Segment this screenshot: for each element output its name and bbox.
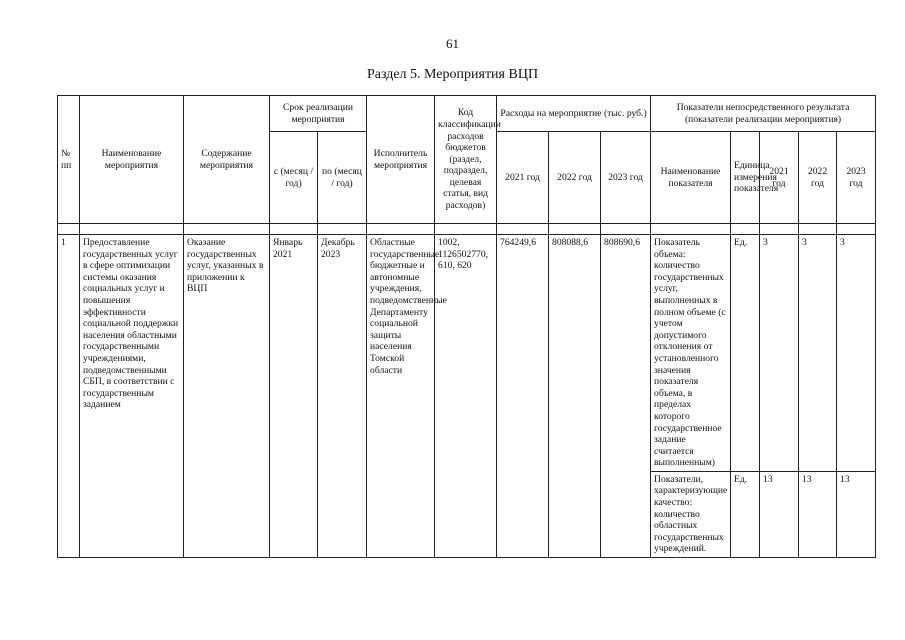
cell-ind-2022: 13 <box>799 471 837 557</box>
table-row <box>58 235 876 472</box>
cell-ind-2023: 13 <box>837 471 876 557</box>
header-exp-2022: 2022 год <box>549 132 601 224</box>
cell-period-from: Январь 2021 <box>270 235 318 558</box>
cell-ind-2021: 13 <box>760 471 799 557</box>
header-ind-2023: 2023 год <box>837 132 876 224</box>
cell-indicator-name: Показатель объема: количество государственных услуг, выполненных в полном объеме (с учетом допустимого отклонения от установленного значения показателя объема, в пределах которого государственное задание считается выполненным) <box>651 235 731 472</box>
header-num: № пп <box>58 96 80 224</box>
cell-period-to: Декабрь 2023 <box>318 235 367 558</box>
header-expenses-group: Расходы на мероприятие (тыс. руб.) <box>497 96 651 132</box>
header-ind-2021: 2021 год <box>760 132 799 224</box>
cell-num: 1 <box>58 235 80 558</box>
header-period-group: Срок реализации мероприятия <box>270 96 367 132</box>
measures-table <box>57 95 876 558</box>
header-executor: Исполнитель мероприятия <box>367 96 435 224</box>
header-results-group: Показатели непосредственного результата (показатели реализации мероприятия) <box>651 96 876 132</box>
header-exp-2021: 2021 год <box>497 132 549 224</box>
header-content: Содержание мероприятия <box>184 96 270 224</box>
cell-ind-2021: 3 <box>760 235 799 472</box>
header-name: Наименование мероприятия <box>80 96 184 224</box>
cell-ind-2022: 3 <box>799 235 837 472</box>
header-indicator-name: Наименование показателя <box>651 132 731 224</box>
header-ind-2022: 2022 год <box>799 132 837 224</box>
cell-unit: Ед. <box>731 235 760 472</box>
header-exp-2023: 2023 год <box>601 132 651 224</box>
spacer-row <box>58 224 876 235</box>
section-title: Раздел 5. Мероприятия ВЦП <box>366 67 539 82</box>
cell-exp-2022: 808088,6 <box>549 235 601 558</box>
cell-exp-2023: 808690,6 <box>601 235 651 558</box>
cell-unit: Ед. <box>731 471 760 557</box>
header-period-from: с (месяц / год) <box>270 132 318 224</box>
header-budget-code: Код классификации расходов бюджетов (раздел, подраздел, целевая статья, вид расходов) <box>435 96 497 224</box>
cell-exp-2021: 764249,6 <box>497 235 549 558</box>
cell-ind-2023: 3 <box>837 235 876 472</box>
cell-content: Оказание государственных услуг, указанных в приложении к ВЦП <box>184 235 270 558</box>
cell-name: Предоставление государственных услуг в сфере оптимизации системы оказания социальных услуг и повышения эффективности социальной поддержки населения областными государственными учреждениями, подведомственными СБП, в соответствии с государственным заданием <box>80 235 184 558</box>
cell-executor: Областные государственные бюджетные и автономные учреждения, подведомственные Департаменту социальной защиты населения Томской области <box>367 235 435 558</box>
header-unit: Единица измерения показателя <box>731 132 760 224</box>
cell-indicator-name: Показатели, характеризующие качество: количество областных государственных учреждений. <box>651 471 731 557</box>
header-period-to: по (месяц / год) <box>318 132 367 224</box>
page-number: 61 <box>446 36 459 51</box>
cell-budget-code: 1002, 1126502770, 610, 620 <box>435 235 497 558</box>
